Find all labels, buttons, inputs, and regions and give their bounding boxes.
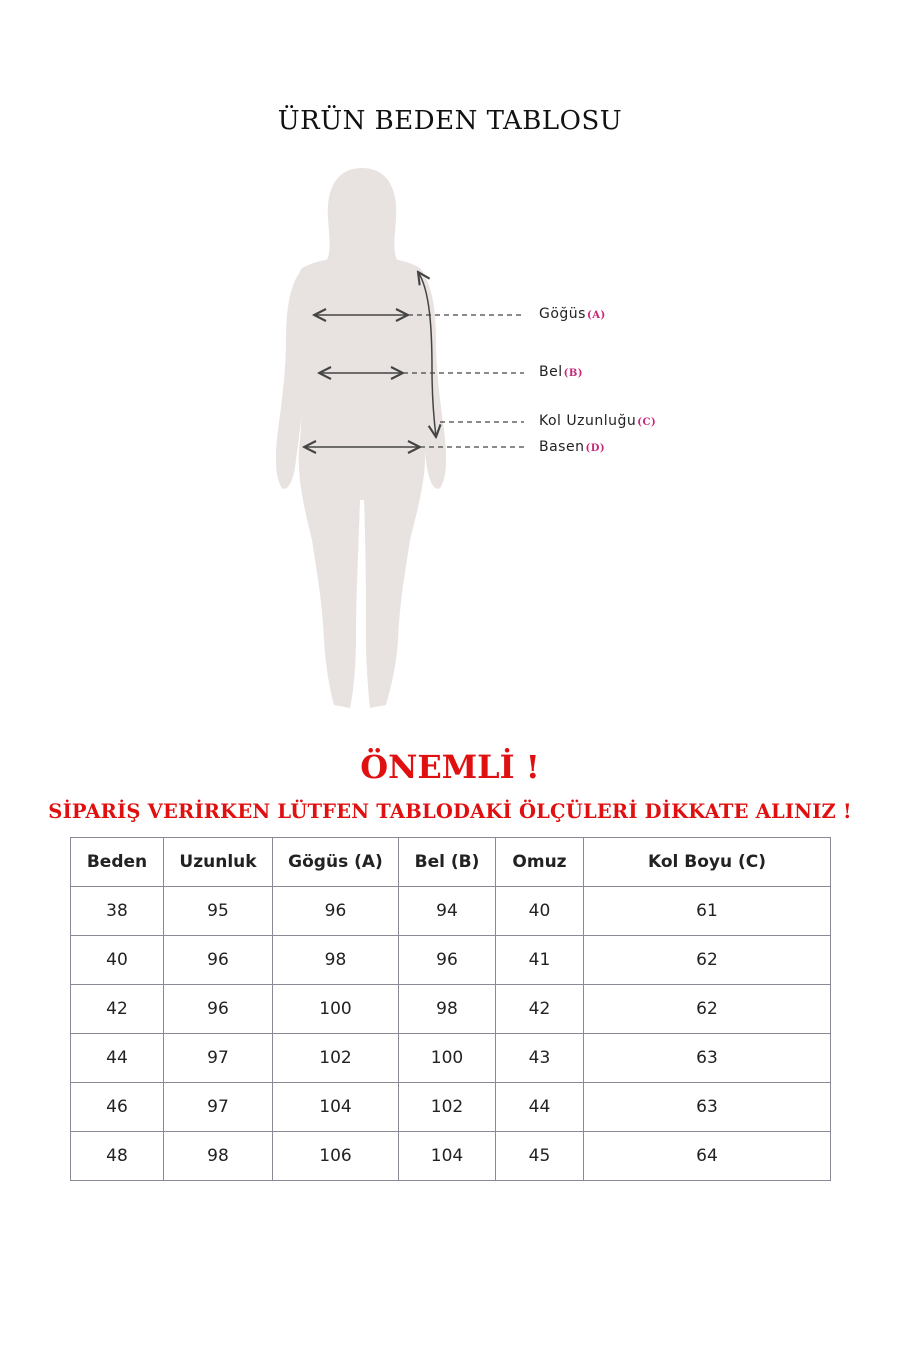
table-cell: 62 [584, 985, 831, 1034]
important-heading: ÖNEMLİ ! [360, 748, 540, 786]
header-cell: Kol Boyu (C) [584, 838, 831, 887]
table-cell: 104 [273, 1083, 399, 1132]
page-title: ÜRÜN BEDEN TABLOSU [277, 106, 623, 136]
header-cell: Gögüs (A) [273, 838, 399, 887]
table-cell: 106 [273, 1132, 399, 1181]
table-cell: 102 [273, 1034, 399, 1083]
table-cell: 100 [273, 985, 399, 1034]
table-cell: 40 [496, 887, 584, 936]
header-cell: Beden [71, 838, 164, 887]
measure-label-arm-length: Kol Uzunluğu(C) [539, 413, 657, 429]
order-warning: SİPARİŞ VERİRKEN LÜTFEN TABLODAKİ ÖLÇÜLERİ DİKKATE ALINIZ ! [48, 800, 852, 823]
header-cell: Omuz [496, 838, 584, 887]
table-cell: 63 [584, 1034, 831, 1083]
table-cell: 104 [399, 1132, 496, 1181]
measure-label-waist: Bel(B) [539, 364, 584, 380]
table-cell: 95 [164, 887, 273, 936]
table-cell: 45 [496, 1132, 584, 1181]
table-cell: 102 [399, 1083, 496, 1132]
table-cell: 100 [399, 1034, 496, 1083]
table-cell: 38 [71, 887, 164, 936]
table-cell: 97 [164, 1034, 273, 1083]
table-cell: 42 [496, 985, 584, 1034]
table-cell: 97 [164, 1083, 273, 1132]
measure-label-chest: Göğüs(A) [539, 306, 606, 322]
table-cell: 94 [399, 887, 496, 936]
table-row [71, 887, 831, 936]
table-cell: 96 [273, 887, 399, 936]
table-cell: 98 [399, 985, 496, 1034]
table-cell: 46 [71, 1083, 164, 1132]
table-cell: 44 [496, 1083, 584, 1132]
table-cell: 63 [584, 1083, 831, 1132]
table-row [71, 936, 831, 985]
table-header-row [71, 838, 831, 887]
header-cell: Uzunluk [164, 838, 273, 887]
header-cell: Bel (B) [399, 838, 496, 887]
size-table [70, 837, 831, 1181]
table-cell: 98 [273, 936, 399, 985]
table-cell: 61 [584, 887, 831, 936]
table-cell: 41 [496, 936, 584, 985]
table-cell: 64 [584, 1132, 831, 1181]
table-cell: 62 [584, 936, 831, 985]
table-row [71, 1083, 831, 1132]
table-cell: 96 [164, 936, 273, 985]
table-cell: 43 [496, 1034, 584, 1083]
table-cell: 98 [164, 1132, 273, 1181]
table-cell: 44 [71, 1034, 164, 1083]
table-row [71, 985, 831, 1034]
measure-label-hip: Basen(D) [539, 439, 606, 455]
woman-silhouette [276, 168, 446, 708]
table-row [71, 1034, 831, 1083]
table-cell: 96 [399, 936, 496, 985]
table-cell: 96 [164, 985, 273, 1034]
table-cell: 42 [71, 985, 164, 1034]
table-cell: 40 [71, 936, 164, 985]
table-cell: 48 [71, 1132, 164, 1181]
table-row [71, 1132, 831, 1181]
